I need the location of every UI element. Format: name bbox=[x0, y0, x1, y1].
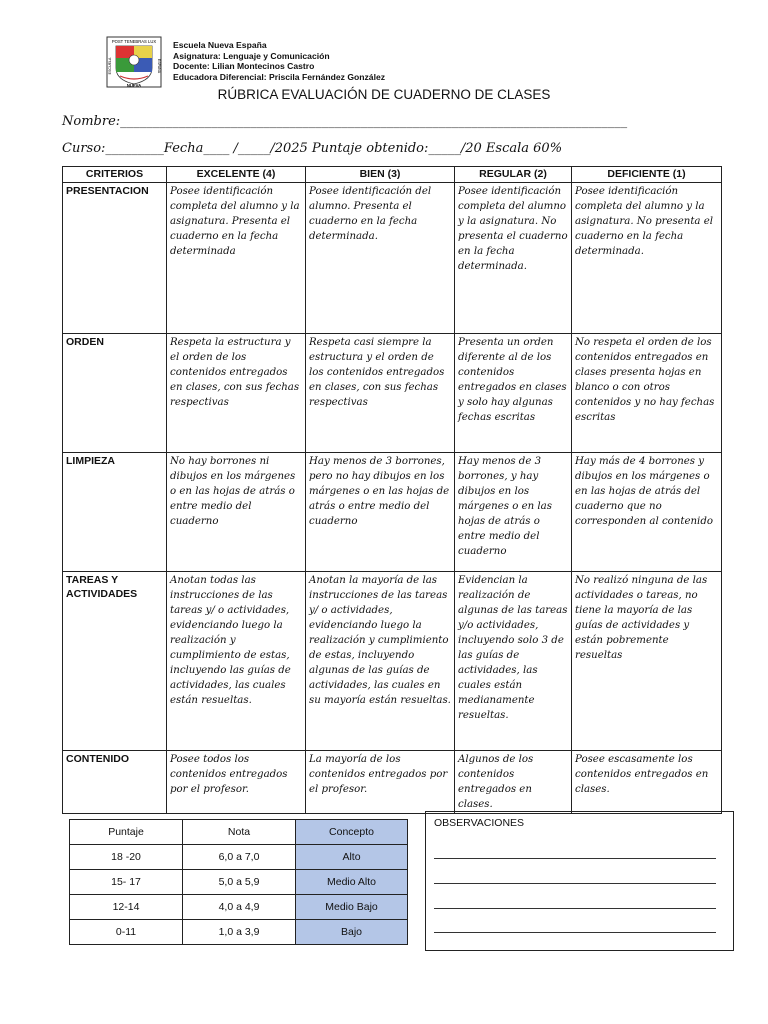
header-bien: BIEN (3) bbox=[306, 167, 455, 183]
table-row bbox=[63, 751, 722, 814]
table-row bbox=[63, 572, 722, 751]
scale-header-row bbox=[70, 820, 408, 845]
cell-tareas-excelente: Anotan todas las instrucciones de las tareas y/ o actividades, evidenciando luego la realización y cumplimiento de estas, incluyendo las guías de actividades, las cuales están resueltas. bbox=[167, 572, 306, 751]
logo-text-top: POST TENEBRAS LUX bbox=[111, 39, 157, 44]
scale-puntaje: 0-11 bbox=[70, 920, 183, 945]
scale-nota: 5,0 a 5,9 bbox=[183, 870, 296, 895]
cell-tareas-bien: Anotan la mayoría de las instrucciones de las tareas y/ o actividades, evidenciando luego la realización y cumplimiento de estas, incluyendo algunas de las guías de actividades, las cuales en su mayoría están resueltas. bbox=[306, 572, 455, 751]
teacher-line: Docente: Lilian Montecinos Castro bbox=[173, 61, 315, 72]
header-puntaje: Puntaje bbox=[70, 820, 183, 845]
criterion-tareas-actividades: TAREAS Y ACTIVIDADES bbox=[63, 572, 167, 751]
cell-limpieza-deficiente: Hay más de 4 borrones y dibujos en los márgenes o en las hojas de atrás del cuaderno que no corresponden al contenido bbox=[572, 453, 722, 572]
observation-line[interactable] bbox=[434, 932, 716, 933]
rubric-header-row bbox=[63, 167, 722, 183]
scale-concepto: Medio Alto bbox=[296, 870, 408, 895]
observation-line[interactable] bbox=[434, 908, 716, 909]
cell-orden-regular: Presenta un orden diferente al de los contenidos entregados en clases y solo hay algunas fechas escritas bbox=[455, 334, 572, 453]
table-row bbox=[70, 920, 408, 945]
logo-text-left: ESCUELA bbox=[108, 57, 112, 75]
cell-limpieza-bien: Hay menos de 3 borrones, pero no hay dibujos en los márgenes o en las hojas de atrás o entre medio del cuaderno bbox=[306, 453, 455, 572]
logo-text-bottom: NUEVA bbox=[126, 83, 142, 88]
scale-puntaje: 15- 17 bbox=[70, 870, 183, 895]
educator-line: Educadora Diferencial: Priscila Fernández González bbox=[173, 71, 386, 82]
cell-orden-deficiente: No respeta el orden de los contenidos entregados en clases presenta hojas en blanco o con otros contenidos y no hay fechas escritas bbox=[572, 334, 722, 453]
cell-tareas-deficiente: No realizó ninguna de las actividades o tareas, no tiene la mayoría de las guías de actividades y están pobremente resueltas bbox=[572, 572, 722, 751]
rubric-table bbox=[62, 166, 722, 814]
observations-title: OBSERVACIONES bbox=[434, 817, 525, 829]
cell-contenido-excelente: Posee todos los contenidos entregados por el profesor. bbox=[167, 751, 306, 814]
school-crest-logo bbox=[106, 36, 162, 88]
header-concepto: Concepto bbox=[296, 820, 408, 845]
cell-presentacion-bien: Posee identificación del alumno. Presenta el cuaderno en la fecha determinada. bbox=[306, 183, 455, 334]
header-excelente: EXCELENTE (4) bbox=[167, 167, 306, 183]
subject-line: Asignatura: Lenguaje y Comunicación bbox=[173, 50, 330, 61]
criterion-orden: ORDEN bbox=[63, 334, 167, 453]
criterion-contenido: CONTENIDO bbox=[63, 751, 167, 814]
cell-presentacion-regular: Posee identificación completa del alumno y la asignatura. No presenta el cuaderno en la fecha determinada. bbox=[455, 183, 572, 334]
scale-concepto: Medio Bajo bbox=[296, 895, 408, 920]
cell-limpieza-regular: Hay menos de 3 borrones, y hay dibujos en los márgenes o en las hojas de atrás o entre medio del cuaderno bbox=[455, 453, 572, 572]
logo-text-right: ESPAÑA bbox=[157, 58, 161, 74]
cell-contenido-regular: Algunos de los contenidos entregados en clases. bbox=[455, 751, 572, 814]
scale-concepto: Alto bbox=[296, 845, 408, 870]
table-row bbox=[70, 870, 408, 895]
school-info bbox=[173, 40, 385, 82]
scale-nota: 4,0 a 4,9 bbox=[183, 895, 296, 920]
course-info-line[interactable]: Curso:_________Fecha____ /_____/2025 Puntaje obtenido:_____/20 Escala 60% bbox=[62, 141, 563, 156]
scale-nota: 6,0 a 7,0 bbox=[183, 845, 296, 870]
table-row bbox=[63, 334, 722, 453]
cell-limpieza-excelente: No hay borrones ni dibujos en los márgenes o en las hojas de atrás o entre medio del cuaderno bbox=[167, 453, 306, 572]
scale-nota: 1,0 a 3,9 bbox=[183, 920, 296, 945]
header-criterios: CRITERIOS bbox=[63, 167, 167, 183]
observation-line[interactable] bbox=[434, 858, 716, 859]
cell-tareas-regular: Evidencian la realización de algunas de las tareas y/o actividades, incluyendo solo 3 de las guías de actividades, las cuales están medianamente resueltas. bbox=[455, 572, 572, 751]
cell-contenido-deficiente: Posee escasamente los contenidos entregados en clases. bbox=[572, 751, 722, 814]
observations-box[interactable] bbox=[425, 811, 734, 951]
table-row bbox=[70, 845, 408, 870]
criterion-limpieza: LIMPIEZA bbox=[63, 453, 167, 572]
name-field-line[interactable]: Nombre:______________________________________________________________________________ bbox=[62, 114, 628, 129]
header-nota: Nota bbox=[183, 820, 296, 845]
criterion-presentacion: PRESENTACION bbox=[63, 183, 167, 334]
page-title: RÚBRICA EVALUACIÓN DE CUADERNO DE CLASES bbox=[217, 87, 551, 102]
scale-puntaje: 18 -20 bbox=[70, 845, 183, 870]
table-row bbox=[63, 453, 722, 572]
table-row bbox=[70, 895, 408, 920]
observation-line[interactable] bbox=[434, 883, 716, 884]
cell-presentacion-deficiente: Posee identificación completa del alumno y la asignatura. No presenta el cuaderno en la fecha determinada. bbox=[572, 183, 722, 334]
grading-scale-table bbox=[69, 819, 408, 945]
scale-concepto: Bajo bbox=[296, 920, 408, 945]
cell-contenido-bien: La mayoría de los contenidos entregados por el profesor. bbox=[306, 751, 455, 814]
cell-orden-bien: Respeta casi siempre la estructura y el orden de los contenidos entregados en clases, con sus fechas respectivas bbox=[306, 334, 455, 453]
table-row bbox=[63, 183, 722, 334]
header-regular: REGULAR (2) bbox=[455, 167, 572, 183]
school-name: Escuela Nueva España bbox=[173, 40, 267, 50]
header-deficiente: DEFICIENTE (1) bbox=[572, 167, 722, 183]
cell-presentacion-excelente: Posee identificación completa del alumno y la asignatura. Presenta el cuaderno en la fecha determinada bbox=[167, 183, 306, 334]
cell-orden-excelente: Respeta la estructura y el orden de los contenidos entregados en clases, con sus fechas respectivas bbox=[167, 334, 306, 453]
scale-puntaje: 12-14 bbox=[70, 895, 183, 920]
